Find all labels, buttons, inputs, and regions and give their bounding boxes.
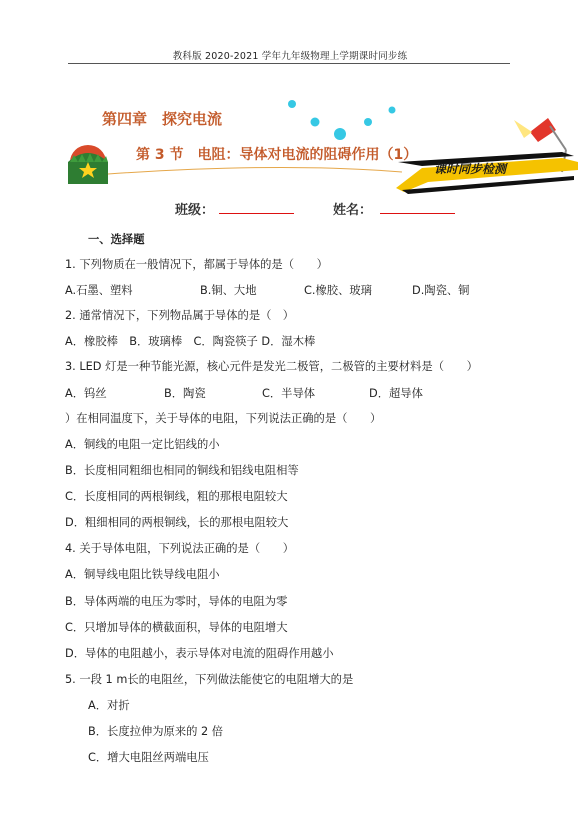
option-b: B．长度相同粗细也相同的铜线和铝线电阻相等: [65, 464, 299, 477]
option-c: C．增大电阻丝两端电压: [88, 751, 209, 764]
option-b: B．陶瓷: [164, 387, 206, 400]
question-stem: 3. LED 灯是一种节能光源，核心元件是发光二极管，二极管的主要材料是（ ）: [65, 360, 478, 373]
section-title: 第 3 节 电阻：导体对电流的阻碍作用（1）: [136, 147, 418, 163]
bubble-icon: [334, 128, 346, 140]
running-header: 教科版 2020-2021 学年九年级物理上学期课时同步练: [172, 51, 408, 62]
option-a: A．铜导线电阻比铁导线电阻小: [65, 568, 220, 581]
bubble-icon: [288, 100, 296, 108]
option-b: B．长度拉伸为原来的 2 倍: [88, 725, 224, 738]
question-stem: 5. 一段 1 m长的电阻丝，下列做法能使它的电阻增大的是: [65, 673, 354, 686]
option-c: C．长度相同的两根铜线，粗的那根电阻较大: [65, 490, 288, 503]
option-c: C．只增加导体的横截面积，导体的电阻增大: [65, 621, 288, 634]
star-badge-icon: [68, 145, 108, 184]
option-a: A.石墨、塑料: [65, 284, 133, 297]
question-stem: 4. 关于导体电阻，下列说法正确的是（ ）: [65, 542, 295, 555]
option-c: C.橡胶、玻璃: [304, 284, 372, 297]
option-b: B.铜、大地: [200, 284, 257, 297]
option-d: D.陶瓷、铜: [412, 284, 470, 297]
section-heading: 一、选择题: [88, 233, 145, 246]
class-field[interactable]: [219, 213, 294, 214]
header-rule: [68, 63, 510, 64]
option-c: C．半导体: [262, 387, 316, 400]
option-a: A．铜线的电阻一定比铝线的小: [65, 438, 220, 451]
option-d: D．超导体: [369, 387, 423, 400]
name-field[interactable]: [380, 213, 455, 214]
option-a: A．钨丝: [65, 387, 107, 400]
banner-label: 课时同步检测: [434, 162, 507, 176]
option-a: A．对折: [88, 699, 130, 712]
class-label: 班级：: [175, 203, 215, 218]
chapter-title: 第四章 探究电流: [102, 110, 223, 128]
option-d: D．粗细相同的两根铜线，长的那根电阻较大: [65, 516, 289, 529]
question-stem: 1. 下列物质在一般情况下，都属于导体的是（ ）: [65, 258, 328, 271]
question-stem: 2. 通常情况下，下列物品属于导体的是（ ）: [65, 309, 295, 322]
option-d: D．导体的电阻越小，表示导体对电流的阻碍作用越小: [65, 647, 334, 660]
name-label: 姓名：: [333, 203, 373, 218]
bubble-icon: [364, 118, 372, 126]
option-b: B．导体两端的电压为零时，导体的电阻为零: [65, 595, 288, 608]
bubble-icon: [389, 107, 396, 114]
question-stem: ）在相同温度下，关于导体的电阻，下列说法正确的是（ ）: [65, 412, 382, 425]
options-line: A．橡胶棒 B．玻璃棒 C．陶瓷筷子 D．湿木棒: [65, 335, 316, 348]
bubble-icon: [311, 118, 320, 127]
